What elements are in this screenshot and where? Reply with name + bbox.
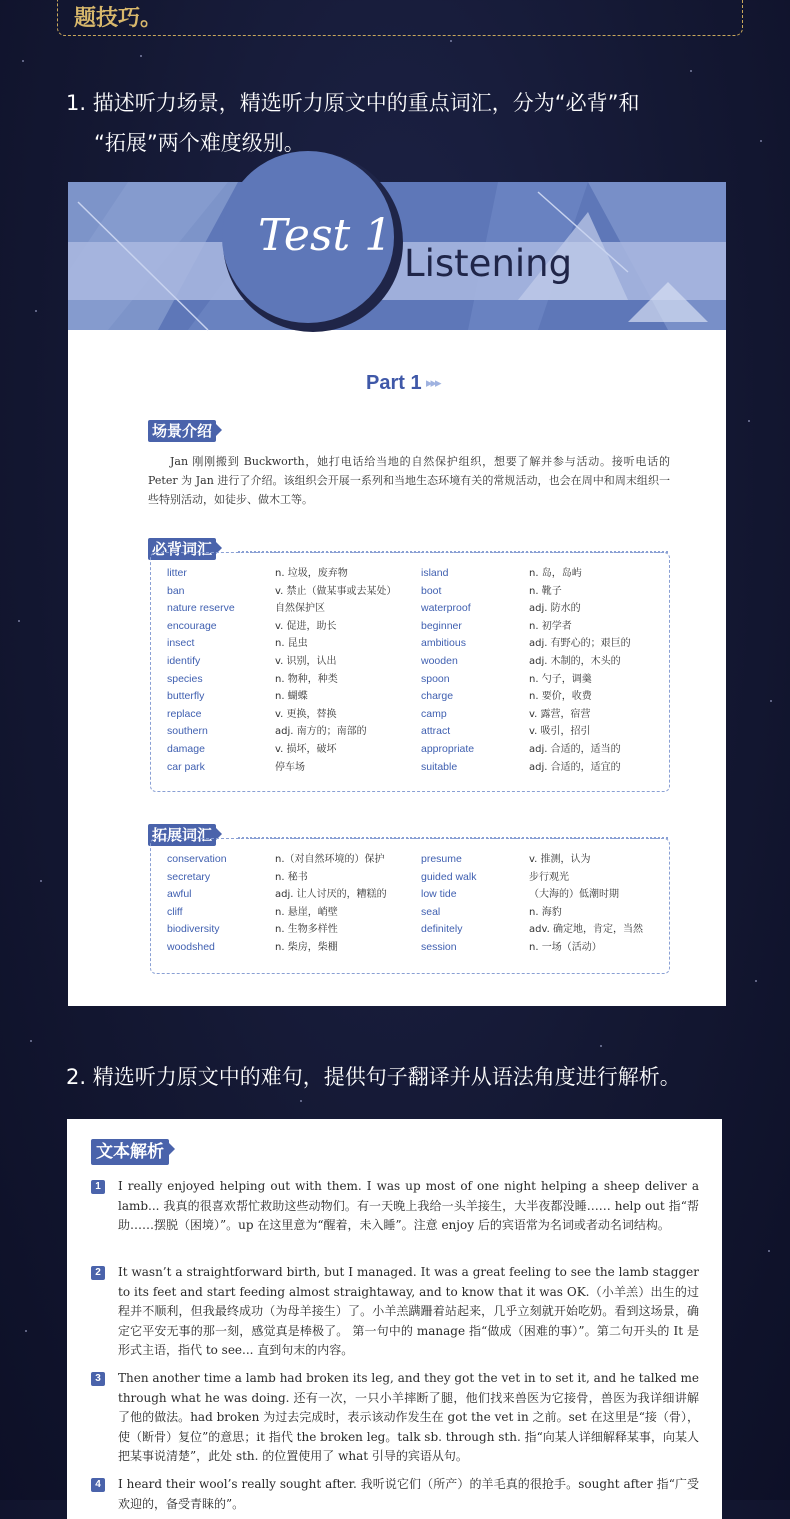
vocab-word: wooden bbox=[421, 655, 458, 667]
section-1-heading bbox=[66, 83, 746, 163]
vocab-word: litter bbox=[167, 567, 187, 579]
vocab-meaning: n. 物种，种类 bbox=[275, 673, 338, 685]
vocab-meaning: v. 露营，宿营 bbox=[529, 708, 591, 720]
vocab-meaning: n. 悬崖，峭壁 bbox=[275, 906, 338, 918]
vocab-word: guided walk bbox=[421, 870, 477, 883]
item-number: 4 bbox=[91, 1478, 105, 1492]
vocab-word: session bbox=[421, 941, 457, 953]
vocab-meaning: 自然保护区 bbox=[275, 603, 325, 615]
vocab-meaning: n. 勺子，调羹 bbox=[529, 673, 592, 685]
vocab-word: biodiversity bbox=[167, 923, 220, 936]
book-page-preview-2 bbox=[67, 1119, 722, 1519]
listening-title: Listening bbox=[404, 242, 573, 285]
vocab-word: butterfly bbox=[167, 690, 205, 703]
vocab-meaning: v. 识别，认出 bbox=[275, 656, 337, 667]
vocab-word: conservation bbox=[167, 853, 227, 865]
vocab-word: camp bbox=[421, 707, 447, 720]
vocab-word: ambitious bbox=[421, 637, 466, 650]
vocab-meaning: n. 昆虫 bbox=[275, 638, 308, 650]
vocab-word: insect bbox=[167, 637, 195, 650]
vocab-word: presume bbox=[421, 853, 462, 865]
vocab-meaning: n. 生物多样性 bbox=[275, 924, 338, 936]
part-arrows-icon: ▸▸▸ bbox=[426, 376, 440, 391]
vocab-meaning: n. 海豹 bbox=[529, 906, 562, 918]
item-text: I really enjoyed helping out with them. I was up most of one night helping a sheep deliver a lamb... 我真的很喜欢帮忙救助这些动物们。有一天晚上我给一头羊接生，大半夜都没睡…… help out 指“帮助……摆脱（困境）”。up 在这里意为“醒着，未入睡”。注意 enjoy 后的宾语常为名词或者动名词结构。 bbox=[118, 1179, 699, 1233]
item-number: 2 bbox=[91, 1266, 105, 1280]
vocab-word: beginner bbox=[421, 619, 462, 632]
vocab-meaning: n. 柴房，柴棚 bbox=[275, 942, 338, 953]
ext-vocab-tag: 拓展词汇 bbox=[148, 824, 216, 846]
test-title: Test 1 bbox=[258, 210, 393, 261]
vocab-word: secretary bbox=[167, 870, 211, 883]
vocab-meaning: adj. 合适的，适当的 bbox=[529, 744, 621, 755]
vocab-meaning: 停车场 bbox=[275, 761, 305, 773]
analysis-item bbox=[91, 1177, 699, 1236]
vocab-word: attract bbox=[421, 725, 451, 738]
vocab-meaning: adj. 合适的，适宜的 bbox=[529, 761, 621, 773]
vocab-word: boot bbox=[421, 584, 442, 597]
scene-description: Jan 刚刚搬到 Buckworth，她打电话给当地的自然保护组织，想要了解并参与活动。接听电话的 Peter 为 Jan 进行了介绍。该组织会开展一系列和当地生态环境有关的常规活动，也会在周中和周末组织一些特别活动，如徒步、做木工等。 bbox=[148, 455, 670, 506]
analysis-item bbox=[91, 1369, 699, 1467]
vocab-meaning: adj. 有野心的；艰巨的 bbox=[529, 638, 631, 650]
item-text: Then another time a lamb had broken its leg, and they got the vet in to set it, and he talked me through what he was doing. 还有一次，一只小羊摔断了腿，他们找来兽医为它接骨，兽医为我详细讲解了他的做法。had broken 为过去完成时，表示该动作发生在 got the vet in 之前。set 在这里是“接（骨），使（断骨）复位”的意思；it 指代 the broken leg。talk sb. through sth. 指“向某人详细解释某事，向某人把某事说清楚”，此处 sth. 的位置使用了 what 引导的宾语从句。 bbox=[118, 1371, 699, 1464]
section-2-heading: 2. 精选听力原文中的难句，提供句子翻译并从语法角度进行解析。 bbox=[66, 1065, 681, 1089]
analysis-item bbox=[91, 1263, 699, 1361]
top-note-text: 题技巧。 bbox=[74, 6, 163, 31]
must-vocab-tag: 必背词汇 bbox=[148, 538, 216, 560]
vocab-meaning: v. 促进，助长 bbox=[275, 620, 337, 632]
item-text: It wasn’t a straightforward birth, but I managed. It was a great feeling to see the lamb stagger to its feet and start feeding almost straightaway, and to know that it was OK.（小羊羔）出生的过程并不顺利，但我最终成功（为母羊接生）了。小羊羔蹒跚着站起来，几乎立刻就开始吃奶。看到这场景，确定它平安无事的那一刻，感觉真是棒极了。 第一句中的 manage 指“做成（困难的事）”。第二句开头的 It 是形式主语，指代 to see... 直到句末的内容。 bbox=[118, 1265, 699, 1358]
vocab-word: nature reserve bbox=[167, 602, 235, 615]
vocab-meaning: adv. 确定地，肯定，当然 bbox=[529, 924, 643, 936]
vocab-meaning: （大海的）低潮时期 bbox=[529, 889, 619, 901]
vocab-word: damage bbox=[167, 743, 205, 755]
vocab-word: replace bbox=[167, 707, 202, 720]
analysis-item bbox=[91, 1475, 699, 1514]
vocab-meaning: n. 垃圾，废弃物 bbox=[275, 568, 348, 579]
vocab-word: car park bbox=[167, 760, 205, 773]
vocab-word: ban bbox=[167, 584, 185, 597]
vocab-word: cliff bbox=[167, 905, 183, 918]
vocab-meaning: n. 要价，收费 bbox=[529, 691, 592, 703]
vocab-word: species bbox=[167, 672, 203, 685]
vocab-meaning: v. 吸引，招引 bbox=[529, 726, 591, 738]
text-analysis-tag: 文本解析 bbox=[91, 1139, 169, 1165]
vocab-meaning: n. 岛，岛屿 bbox=[529, 568, 582, 579]
must-vocab-box bbox=[150, 552, 670, 792]
vocab-word: definitely bbox=[421, 923, 463, 936]
vocab-meaning: v. 损坏，破坏 bbox=[275, 744, 337, 755]
vocab-meaning: n. 初学者 bbox=[529, 620, 572, 632]
vocab-word: encourage bbox=[167, 619, 217, 632]
section-1-line-2: “拓展”两个难度级别。 bbox=[94, 131, 305, 155]
item-number: 3 bbox=[91, 1372, 105, 1386]
vocab-word: woodshed bbox=[167, 941, 215, 953]
vocab-word: seal bbox=[421, 905, 441, 918]
vocab-word: charge bbox=[421, 690, 454, 703]
vocab-meaning: adj. 让人讨厌的，糟糕的 bbox=[275, 889, 387, 901]
vocab-word: identify bbox=[167, 655, 201, 667]
banner-graphic bbox=[68, 182, 726, 330]
item-number: 1 bbox=[91, 1180, 105, 1194]
vocab-word: awful bbox=[167, 888, 192, 901]
part-title: Part 1 bbox=[366, 372, 422, 394]
vocab-meaning: v. 推测，认为 bbox=[529, 854, 591, 865]
vocab-word: suitable bbox=[421, 760, 458, 773]
vocab-word: spoon bbox=[421, 672, 450, 685]
book-page-preview-1 bbox=[68, 182, 726, 1006]
vocab-meaning: n. 秘书 bbox=[275, 871, 308, 883]
vocab-meaning: n. 蝴蝶 bbox=[275, 691, 308, 703]
scene-tag: 场景介绍 bbox=[148, 420, 216, 442]
vocab-meaning: n.（对自然环境的）保护 bbox=[275, 854, 385, 865]
vocab-meaning: n. 靴子 bbox=[529, 585, 562, 597]
item-text: I heard their wool’s really sought after. 我听说它们（所产）的羊毛真的很抢手。sought after 指“广受欢迎的，备受青睐的”。 bbox=[118, 1477, 699, 1511]
vocab-meaning: v. 更换，替换 bbox=[275, 708, 337, 720]
vocab-meaning: adj. 木制的，木头的 bbox=[529, 656, 621, 667]
top-note-box bbox=[57, 0, 743, 36]
ext-vocab-box bbox=[150, 838, 670, 974]
vocab-word: appropriate bbox=[421, 743, 475, 755]
section-1-line-1: 1. 描述听力场景，精选听力原文中的重点词汇，分为“必背”和 bbox=[66, 91, 640, 115]
test-banner bbox=[68, 182, 726, 330]
vocab-word: waterproof bbox=[421, 602, 471, 615]
vocab-meaning: 步行观光 bbox=[529, 871, 569, 883]
vocab-word: island bbox=[421, 567, 449, 579]
vocab-meaning: n. 一场（活动） bbox=[529, 942, 602, 953]
vocab-meaning: adj. 南方的；南部的 bbox=[275, 726, 367, 738]
vocab-meaning: adj. 防水的 bbox=[529, 603, 581, 615]
vocab-word: low tide bbox=[421, 888, 457, 901]
vocab-meaning: v. 禁止（做某事或去某处） bbox=[275, 585, 397, 597]
vocab-word: southern bbox=[167, 725, 208, 738]
